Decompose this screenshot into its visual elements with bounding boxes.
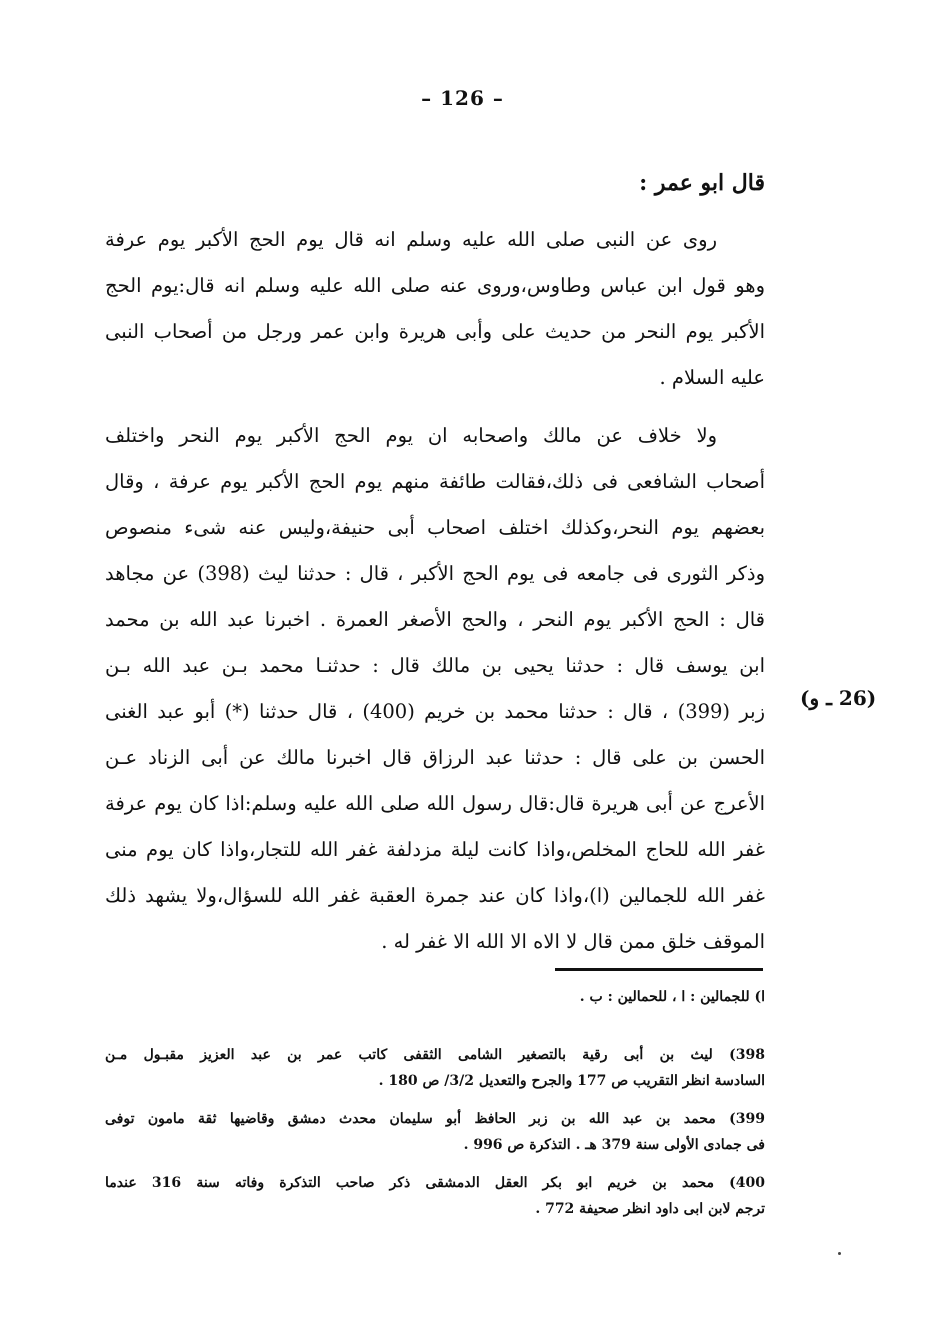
- footnote-line: 400) محمد بن خريم ابو بكر العقل الدمشقى ذكر صاحب التذكرة وفاته سنة 316 عندما: [105, 1175, 765, 1191]
- text-line: غفر الله للحاج المخلص،واذا كانت ليلة مزدلفة غفر الله للتجار،واذا كان يوم منى: [105, 838, 765, 861]
- footnote-400: [105, 1170, 765, 1222]
- text-line: الأعرج عن أبى هريرة قال:قال رسول الله صلى الله عليه وسلم:اذا كان يوم عرفة: [105, 792, 765, 815]
- text-line: عليه السلام .: [659, 366, 765, 389]
- text-line: وذكر الثورى فى جامعه فى يوم الحج الأكبر ، قال : حدثنا ليث (398) عن مجاهد: [105, 562, 765, 585]
- footnote-line: 398) ليث بن أبى رقية بالتصغير الشامى الثقفى كاتب عمر بن عبد العزيز مقبـول مـن: [105, 1047, 765, 1063]
- paragraph-2: [105, 413, 765, 965]
- text-line: ولا خلاف عن مالك واصحابه ان يوم الحج الأكبر يوم النحر واختلف: [105, 424, 717, 447]
- footnote-399: [105, 1106, 765, 1158]
- text-line: روى عن النبى صلى الله عليه وسلم انه قال يوم الحج الأكبر يوم عرفة: [105, 228, 717, 251]
- footnote-line: السادسة انظر التقريب ص 177 والجرح والتعديل 3/2/ ص 180 .: [378, 1073, 765, 1089]
- footnote-line: 399) محمد بن عبد الله بن زبر الحافظ أبو سليمان محدث دمشق وقاضيها ثقة مامون توفى: [105, 1111, 765, 1127]
- footnote-line: ترجم لابن ابى داود انظر صحيفة 772 .: [535, 1201, 765, 1217]
- text-line: غفر الله للجمالين (ا)،واذا كان عند جمرة العقبة غفر الله للسؤال،ولا يشهد ذلك: [105, 884, 765, 907]
- text-line: ابن يوسف قال : حدثنا يحيى بن مالك قال : حدثنـا محمد بـن عبد الله بـن: [105, 654, 765, 677]
- margin-note: (26 ـ و): [800, 686, 877, 710]
- text-line: بعضهم يوم النحر،وكذلك اختلف اصحاب أبى حنيفة،وليس عنه شىء منصوص: [105, 516, 765, 539]
- page-number: – 126 –: [421, 86, 504, 110]
- page-speck: [838, 1252, 841, 1255]
- paragraph-1: [105, 217, 765, 401]
- text-line: الحسن بن على قال : حدثنا عبد الرزاق قال اخبرنا مالك عن أبى الزناد عـن: [105, 746, 765, 769]
- text-line: قال : الحج الأكبر يوم النحر ، والحج الأصغر العمرة . اخبرنا عبد الله بن محمد: [105, 608, 765, 631]
- footnote-separator: [555, 968, 763, 971]
- footnote-398: [105, 1042, 765, 1094]
- text-line: زبر (399) ، قال : حدثنا محمد بن خريم (400) ، قال حدثنا (*) أبو عبد الغنى: [105, 700, 765, 723]
- text-line: الأكبر يوم النحر من حديث على وأبى هريرة وابن عمر ورجل من أصحاب النبى: [105, 320, 765, 343]
- section-heading: قال ابو عمر :: [639, 170, 765, 196]
- text-line: الموقف خلق ممن قال لا الاه الا الله الا غفر له .: [381, 930, 765, 953]
- text-line: وهو قول ابن عباس وطاوس،وروى عنه صلى الله عليه وسلم انه قال:يوم الحج: [105, 274, 765, 297]
- footnote-a-text: ا) للجمالين : ا ، للحمالين : ب .: [579, 989, 765, 1005]
- text-line: أصحاب الشافعى فى ذلك،فقالت طائفة منهم يوم الحج الأكبر يوم عرفة ، وقال: [105, 470, 765, 493]
- footnote-a: [105, 984, 765, 1010]
- footnote-line: فى جمادى الأولى سنة 379 هـ . التذكرة ص 996 .: [463, 1137, 765, 1153]
